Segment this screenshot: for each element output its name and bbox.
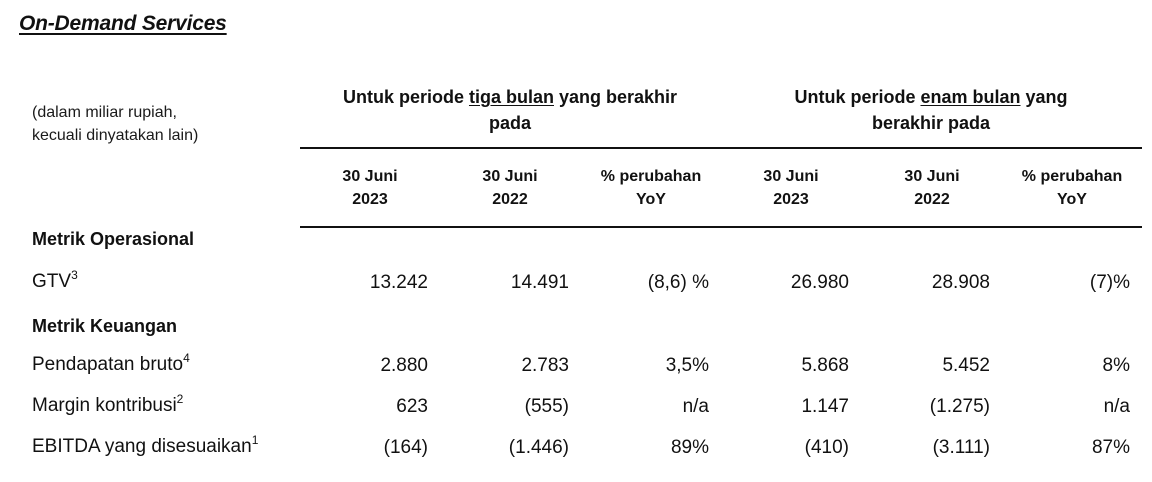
footnote-ref: 3 <box>71 268 78 282</box>
column-header-4 <box>721 165 861 211</box>
cell-gross-revenue-col-1: 2.880 <box>380 355 428 376</box>
cell-contribution-margin-col-1: 623 <box>396 396 428 417</box>
period-header-six-months <box>726 84 1136 136</box>
column-header-top: % perubahan <box>1021 168 1123 185</box>
period-underlined: tiga bulan <box>468 87 554 107</box>
cell-gtv-col-5: 28.908 <box>931 272 990 293</box>
cell-contribution-margin-col-4: 1.147 <box>801 396 849 417</box>
cell-gtv-col-2: 14.491 <box>510 272 569 293</box>
cell-gtv-col-1: 13.242 <box>369 272 428 293</box>
period-line-2: berakhir pada <box>871 113 991 133</box>
period-suffix: yang <box>1020 87 1068 107</box>
cell-adjusted-ebitda-col-2: (1.446) <box>508 437 569 458</box>
column-header-top: 30 Juni <box>763 168 819 185</box>
cell-adjusted-ebitda-col-3: 89% <box>670 437 709 458</box>
column-header-top: 30 Juni <box>904 168 960 185</box>
period-suffix: yang berakhir <box>553 87 678 107</box>
units-note-line-1: (dalam miliar rupiah, <box>32 104 177 121</box>
period-prefix: Untuk periode <box>794 87 921 107</box>
row-label-text: GTV <box>32 271 72 292</box>
period-prefix: Untuk periode <box>342 87 469 107</box>
cell-gross-revenue-col-5: 5.452 <box>942 355 990 376</box>
cell-contribution-margin-col-5: (1.275) <box>929 396 990 417</box>
cell-gross-revenue-col-6: 8% <box>1102 355 1130 376</box>
cell-contribution-margin-col-6: n/a <box>1103 396 1130 417</box>
column-header-bottom: 2022 <box>914 191 950 208</box>
section-financial-metrics: Metrik Keuangan <box>32 316 178 336</box>
page-title: On-Demand Services <box>19 12 227 35</box>
column-header-top: % perubahan <box>600 168 702 185</box>
column-header-1 <box>300 165 440 211</box>
footnote-ref: 4 <box>183 351 190 365</box>
footnote-ref: 2 <box>176 392 184 406</box>
column-header-bottom: 2023 <box>773 191 809 208</box>
cell-adjusted-ebitda-col-5: (3.111) <box>932 437 990 458</box>
period-line-2: pada <box>488 113 531 133</box>
column-header-bottom: YoY <box>636 191 666 208</box>
row-label-adjusted-ebitda <box>32 433 259 458</box>
cell-gtv-col-6: (7)% <box>1089 272 1130 293</box>
row-label-contribution-margin <box>32 392 184 417</box>
cell-gtv-col-4: 26.980 <box>790 272 849 293</box>
section-operational-metrics: Metrik Operasional <box>32 229 195 249</box>
cell-adjusted-ebitda-col-1: (164) <box>383 437 428 458</box>
row-label-text: Margin kontribusi <box>32 395 177 416</box>
cell-contribution-margin-col-2: (555) <box>524 396 569 417</box>
header-rule-bottom <box>300 226 1142 228</box>
row-label-text: Pendapatan bruto <box>32 354 184 375</box>
units-note-line-2: kecuali dinyatakan lain) <box>32 127 199 144</box>
cell-gross-revenue-col-4: 5.868 <box>801 355 849 376</box>
header-rule-top <box>300 147 1142 149</box>
column-header-6 <box>1002 165 1142 211</box>
cell-adjusted-ebitda-col-6: 87% <box>1091 437 1130 458</box>
period-underlined: enam bulan <box>920 87 1021 107</box>
cell-gross-revenue-col-3: 3,5% <box>665 355 709 376</box>
footnote-ref: 1 <box>251 433 259 447</box>
cell-gtv-col-3: (8,6) % <box>647 272 709 293</box>
cell-contribution-margin-col-3: n/a <box>682 396 709 417</box>
cell-gross-revenue-col-2: 2.783 <box>521 355 569 376</box>
column-header-bottom: 2023 <box>352 191 388 208</box>
period-header-three-months <box>300 84 720 136</box>
cell-adjusted-ebitda-col-4: (410) <box>804 437 849 458</box>
column-header-bottom: YoY <box>1057 191 1087 208</box>
column-header-2 <box>440 165 580 211</box>
column-header-5 <box>862 165 1002 211</box>
row-label-gross-revenue <box>32 351 190 376</box>
column-header-bottom: 2022 <box>492 191 528 208</box>
column-header-top: 30 Juni <box>342 168 398 185</box>
column-header-3 <box>581 165 721 211</box>
row-label-text: EBITDA yang disesuaikan <box>32 436 252 457</box>
row-label-gtv <box>32 268 78 293</box>
units-note <box>32 101 198 147</box>
column-header-top: 30 Juni <box>482 168 538 185</box>
